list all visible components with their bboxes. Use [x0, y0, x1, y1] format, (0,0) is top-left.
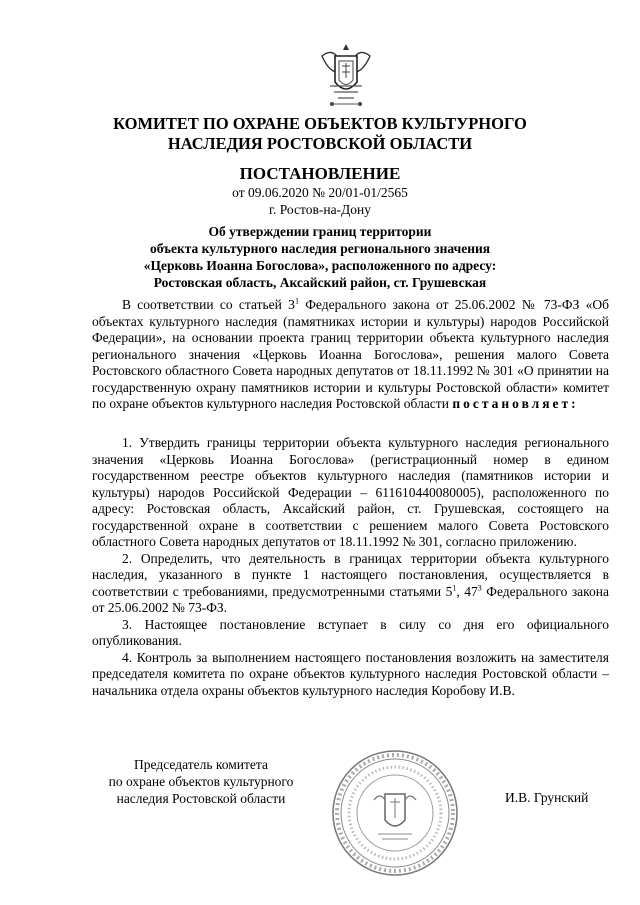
coat-of-arms-emblem	[318, 42, 374, 108]
issuer-name-line-2: НАСЛЕДИЯ РОСТОВСКОЙ ОБЛАСТИ	[167, 134, 473, 153]
subject-line-4: Ростовская область, Аксайский район, ст. Грушевская	[153, 275, 487, 290]
issuer-name-line-1: КОМИТЕТ ПО ОХРАНЕ ОБЪЕКТОВ КУЛЬТУРНОГО	[113, 114, 527, 133]
document-city: г. Ростов-на-Дону	[268, 202, 371, 217]
subject-line-3: «Церковь Иоанна Богослова», расположенного по адресу:	[143, 258, 497, 273]
signatory-position-line-2: по охране объектов культурного	[108, 774, 294, 789]
preamble-text-1: В соответствии со статьей 3	[122, 297, 295, 312]
document-type: ПОСТАНОВЛЕНИЕ	[239, 164, 401, 183]
item-2-text-2: , 47	[456, 583, 478, 599]
preamble-text-2: Федерального закона от 25.06.2002 № 73-ФЗ «Об объектах культурного наследия (памятниках истории и культуры) народов Российской Федерации», на основании проекта границ территории объекта культурного наследия регионального значения «Церковь Иоанна Богослова», решения малого Совета Ростовского областного Совета народных депутатов от 18.11.1992 № 301 «О принятии на государственную охрану памятников истории и культуры Ростовской области» комитет по охране объектов культурного наследия Ростовской области	[92, 297, 609, 411]
signatory-position	[76, 756, 326, 807]
resolution-items	[92, 435, 609, 699]
signatory-name: И.В. Грунский	[505, 790, 589, 805]
subject-line-1: Об утверждении границ территории	[208, 224, 432, 239]
preamble-paragraph	[92, 297, 609, 413]
preamble-sup-1: 1	[294, 296, 299, 306]
document-date-number: от 09.06.2020 № 20/01-01/2565	[232, 185, 408, 200]
item-2-sup-1: 1	[452, 583, 457, 592]
subject-line-2: объекта культурного наследия регионального значения	[149, 241, 491, 256]
official-seal	[330, 748, 460, 878]
item-3: 3. Настоящее постановление вступает в силу со дня его официального опубликования.	[92, 616, 609, 648]
item-2-sup-2: 3	[477, 583, 482, 592]
signatory-position-line-1: Председатель комитета	[134, 757, 268, 772]
document-subject	[0, 223, 640, 291]
item-1: 1. Утвердить границы территории объекта культурного наследия регионального значения «Церковь Иоанна Богослова» (регистрационный номер в едином государственном реестре объектов культурного наследия (памятников истории и культуры) народов Российской Федерации – 611610440080005), расположенного по адресу: Ростовская область, Аксайский район, ст. Грушевская, состоящего на государственной охране в соответствии с решением малого Совета Ростовского областного Совета народных депутатов от 18.11.1992 № 301, согласно приложению.	[92, 435, 609, 549]
item-4: 4. Контроль за выполнением настоящего постановления возложить на заместителя председателя комитета по охране объектов культурного наследия Ростовской области – начальника отдела охраны объектов культурного наследия Коробову И.В.	[92, 649, 609, 698]
issuer-name	[0, 114, 640, 154]
item-2	[92, 551, 609, 617]
resolves-word: постановляет:	[452, 396, 579, 411]
item-2-text-1: 2. Определить, что деятельность в границах территории объекта культурного наследия, указанного в пункте 1 настоящего постановления, осуществляется в соответствии с требованиями, предусмотренными статьями 5	[92, 550, 609, 599]
signatory-position-line-3: наследия Ростовской области	[116, 791, 286, 806]
item-2-text-3: Федерального закона от 25.06.2002 № 73-ФЗ.	[92, 583, 610, 615]
